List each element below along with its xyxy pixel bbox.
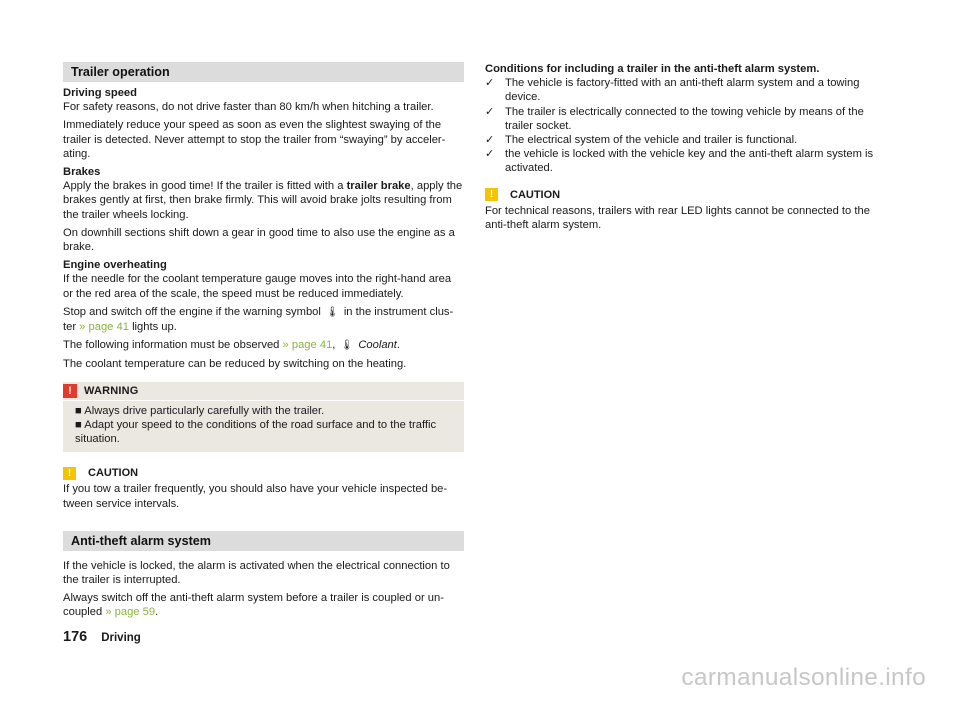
left-column (63, 62, 464, 624)
list-item-text: The trailer is electrically connected to the towing vehicle by means of the trailer socket. (505, 105, 864, 132)
paragraph: Immediately reduce your speed as soon as even the slightest swaying of the trailer is detected. Never attempt to stop the trailer from “swaying” by acceler-ating. (63, 119, 446, 160)
coolant-warning-icon: 🌡︎ (326, 306, 339, 318)
warning-box (63, 382, 464, 453)
paragraph: If the needle for the coolant temperature gauge moves into the right-hand area or the red area of the scale, the speed must be reduced immediately. (63, 273, 452, 300)
page-link[interactable]: » page 41 (79, 321, 129, 334)
list-item (485, 76, 879, 104)
check-icon: ✓ (485, 105, 495, 118)
subheading-driving-speed: Driving speed (63, 87, 137, 99)
check-icon: ✓ (485, 148, 495, 161)
text: in the instrument clus-ter (63, 305, 454, 334)
check-icon: ✓ (485, 77, 495, 90)
paragraph-warning-symbol (63, 305, 464, 334)
trailer-brake-term: trailer brake (346, 180, 411, 193)
warning-item: ■ Always drive particularly carefully with the trailer. (75, 404, 325, 417)
paragraph-brakes (63, 179, 464, 222)
conditions-heading: Conditions for including a trailer in the anti-theft alarm system. (485, 63, 820, 75)
caution-header (485, 188, 879, 202)
caution-title: CAUTION (510, 188, 561, 201)
paragraph-following-info: The following information must be observed » page 41, 🌡︎ Coolant. (63, 338, 464, 353)
paragraph-switch-off: Always switch off the anti-theft alarm system before a trailer is coupled or un-coupled » page 59. (63, 592, 444, 619)
warning-item: ■ Adapt your speed to the conditions of the road surface and to the traffic situation. (75, 418, 437, 446)
list-item (485, 133, 879, 147)
subheading-engine-overheating: Engine overheating (63, 259, 167, 272)
section-title-anti-theft: Anti-theft alarm system (63, 531, 464, 551)
section-title-trailer-operation: Trailer operation (63, 62, 464, 82)
paragraph: On downhill sections shift down a gear in good time to also use the engine as a brake. (63, 226, 455, 254)
text: Stop and switch off the engine if the warning symbol (63, 305, 321, 318)
caution-title: CAUTION (88, 467, 139, 480)
warning-title: WARNING (84, 384, 139, 397)
page-link[interactable]: » page 41 (282, 339, 333, 352)
page-link[interactable]: » page 59 (105, 606, 156, 619)
page-footer (63, 630, 141, 645)
text: Always switch off the anti-theft alarm system before a trailer is coupled or un-coupled (63, 592, 444, 619)
list-item-text: The vehicle is factory-fitted with an anti-theft alarm system and a towing device. (505, 77, 860, 104)
text: The following information must be observed (63, 339, 280, 352)
list-item (485, 105, 879, 133)
subheading-brakes: Brakes (63, 166, 101, 179)
caution-icon: ! (63, 467, 76, 480)
conditions-list (485, 76, 879, 175)
paragraph: If the vehicle is locked, the alarm is activated when the electrical connection to the trailer is interrupted. (63, 559, 450, 587)
paragraph: The coolant temperature can be reduced by switching on the heating. (63, 358, 407, 371)
watermark: carmanualsonline.info (681, 664, 926, 691)
list-item-text: The electrical system of the vehicle and trailer is functional. (505, 134, 798, 147)
list-item (485, 147, 879, 175)
caution-text: If you tow a trailer frequently, you should also have your vehicle inspected be-tween service intervals. (63, 483, 448, 510)
coolant-term: Coolant (358, 339, 397, 352)
text: Apply the brakes in good time! If the trailer is fitted with a (63, 180, 347, 193)
caution-text: For technical reasons, trailers with rear LED lights cannot be connected to the anti-theft alarm system. (485, 204, 870, 232)
text: lights up. (132, 321, 177, 334)
chapter-name: Driving (101, 632, 141, 644)
right-column (485, 62, 879, 236)
coolant-warning-icon: 🌡︎ (340, 340, 354, 352)
page-number: 176 (63, 629, 88, 645)
warning-header (63, 382, 464, 401)
warning-icon: ! (63, 384, 77, 398)
caution-header (63, 466, 464, 480)
check-icon: ✓ (485, 134, 495, 147)
paragraph: For safety reasons, do not drive faster than 80 km/h when hitching a trailer. (63, 101, 434, 114)
text: , apply the brakes gently at first, then brake firmly. This will avoid brake jolts resulting from the trailer wheels locking. (63, 180, 463, 221)
list-item-text: the vehicle is locked with the vehicle key and the anti-theft alarm system is activated. (505, 148, 874, 175)
warning-body (63, 401, 464, 447)
caution-icon: ! (485, 188, 498, 201)
